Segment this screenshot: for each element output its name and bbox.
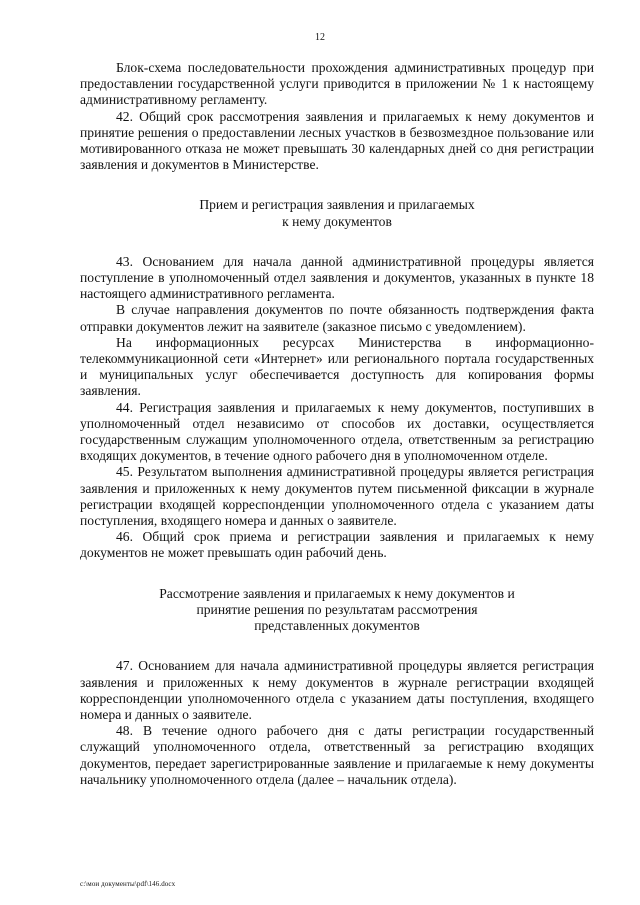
paragraph-internet: На информационных ресурсах Министерства в информационно-телекоммуникационной сети «Интернет» или регионального портала государственных и муниципальных услуг обеспечивается доступность для копирования формы заявления.	[80, 334, 594, 399]
paragraph-45: 45. Результатом выполнения административной процедуры является регистрация заявления и приложенных к нему документов путем письменной фиксации в журнале регистрации входящей корреспонденции уполномоченного отдела с указанием даты поступления, входящего номера и данных о заявителе.	[80, 464, 594, 529]
paragraph-46: 46. Общий срок приема и регистрации заявления и прилагаемых к нему документов не может превышать один рабочий день.	[80, 529, 594, 561]
paragraph-43: 43. Основанием для начала данной административной процедуры является поступление в уполномоченный отдел заявления и документов, указанных в пункте 18 настоящего административного регламента.	[80, 253, 594, 302]
document-body	[80, 60, 594, 788]
page-number: 12	[315, 32, 325, 43]
footer-file-path: c:\мои документы\pdf\146.docx	[80, 880, 176, 888]
paragraph-47: 47. Основанием для начала административной процедуры является регистрация заявления и приложенных к нему документов в журнале регистрации входящей корреспонденции уполномоченного отдела с указанием даты поступления, входящего номера и данных о заявителе.	[80, 658, 594, 722]
heading-line: Рассмотрение заявления и прилагаемых к нему документов и	[159, 585, 515, 601]
paragraph-42: 42. Общий срок рассмотрения заявления и прилагаемых к нему документов и принятие решения о предоставлении лесных участков в безвозмездное пользование или мотивированного отказа не может превышать 30 календарных дней со дня регистрации заявления и документов в Министерстве.	[80, 108, 594, 173]
heading-line: к нему документов	[282, 213, 392, 229]
paragraph-flowchart: Блок-схема последовательности прохождения административных процедур при предоставлении государственной услуги приводится в приложении № 1 к настоящему административному регламенту.	[80, 60, 594, 108]
heading-line: Прием и регистрация заявления и прилагаемых	[199, 197, 475, 213]
section-heading-reception	[80, 197, 594, 229]
paragraph-48: 48. В течение одного рабочего дня с даты регистрации государственный служащий уполномоченного отдела, ответственный за регистрацию входящих документов, передает зарегистрированные заявление и прилагаемые к нему документы начальнику уполномоченного отдела (далее – начальник отдела).	[80, 723, 594, 787]
heading-line: представленных документов	[254, 618, 420, 634]
section-heading-review	[80, 586, 594, 635]
paragraph-postal: В случае направления документов по почте обязанность подтверждения факта отправки документов лежит на заявителе (заказное письмо с уведомлением).	[80, 302, 594, 334]
heading-line: принятие решения по результатам рассмотрения	[196, 601, 478, 617]
paragraph-44: 44. Регистрация заявления и прилагаемых к нему документов, поступивших в уполномоченный отдел независимо от способов их доставки, осуществляется государственным служащим уполномоченного отдела, ответственным за регистрацию входящих документов, в течение одного рабочего дня в уполномоченном отделе.	[80, 399, 594, 464]
